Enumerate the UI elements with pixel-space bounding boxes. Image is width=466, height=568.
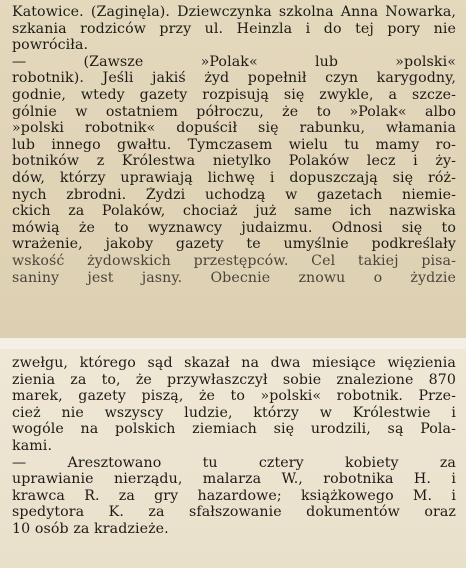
text-line: dów, którzy uprawiają lichwę i dopuszczają się róż- [12,169,456,186]
text-line: robotnik). Jeśli jakiś żyd popełnił czyn karygodny, [12,70,456,87]
text-line: zwełgu, którego sąd skazał na dwa miesiące więzienia [12,355,456,371]
text-line: uprawianie nierządu, malarza W., robotnika H. i [12,471,456,488]
text-line: szkania rodziców przy ul. Heinzla i do tej pory nie [12,20,456,37]
text-line: nych zbrodni. Żydzi uchodzą w gazetach niemie- [12,186,456,203]
text-line: gólnie w ostatniem półroczu, że to »Polak« albo [12,103,456,120]
clipping-separator [0,338,466,349]
text-line: mówią że to wyznawcy judaizmu. Odnosi się to [12,219,456,236]
text-line: kami. [12,437,53,454]
text-line: wrażenie, jakoby gazety te umyślnie podkreślały [12,236,456,253]
newspaper-clipping-bottom [0,349,466,568]
text-line: godnie, wtedy gazety rozpisują się zwykle, a szcze- [12,86,456,103]
text-line: spedytora K. za sfałszowanie dokumentów oraz [12,504,456,521]
text-line: 10 osób za kradzieże. [12,520,169,537]
text-line: wogóle na polskich ziemiach się urodzili, są Pola- [12,421,456,438]
text-line: wskość żydowskich przestępców. Cel takiej pisa- [12,252,456,269]
text-line: lub innego gwałtu. Tymczasem wielu tu mamy ro- [12,136,456,153]
text-line: Katowice. (Zaginęla). Dziewczynka szkolna Anna Nowarka, [12,4,456,20]
text-line: marek, gazety piszą, że to »polski« robotnik. Prze- [12,388,456,405]
text-line: — Aresztowano tu cztery kobiety za [12,454,456,471]
text-line: zienia za to, że przywłaszczył sobie znalezione 870 [12,371,456,388]
text-line: botników z Królestwa nietylko Polaków lecz i ży- [12,153,456,170]
text-line: saniny jest jasny. Obecnie znowu o żydzie [12,269,456,286]
text-line: cież nie wszyscy ludzie, którzy w Królestwie i [12,404,456,421]
text-line: ckich za Polaków, chociaż już same ich nazwiska [12,203,456,220]
text-line: krawca R. za gry hazardowe; książkowego M. i [12,487,456,504]
text-line: — (Zawsze »Polak« lub »polski« [12,53,456,70]
text-line: powróciła. [12,37,89,54]
text-line: »polski robotnik« dopuścił się rabunku, włamania [12,120,456,137]
